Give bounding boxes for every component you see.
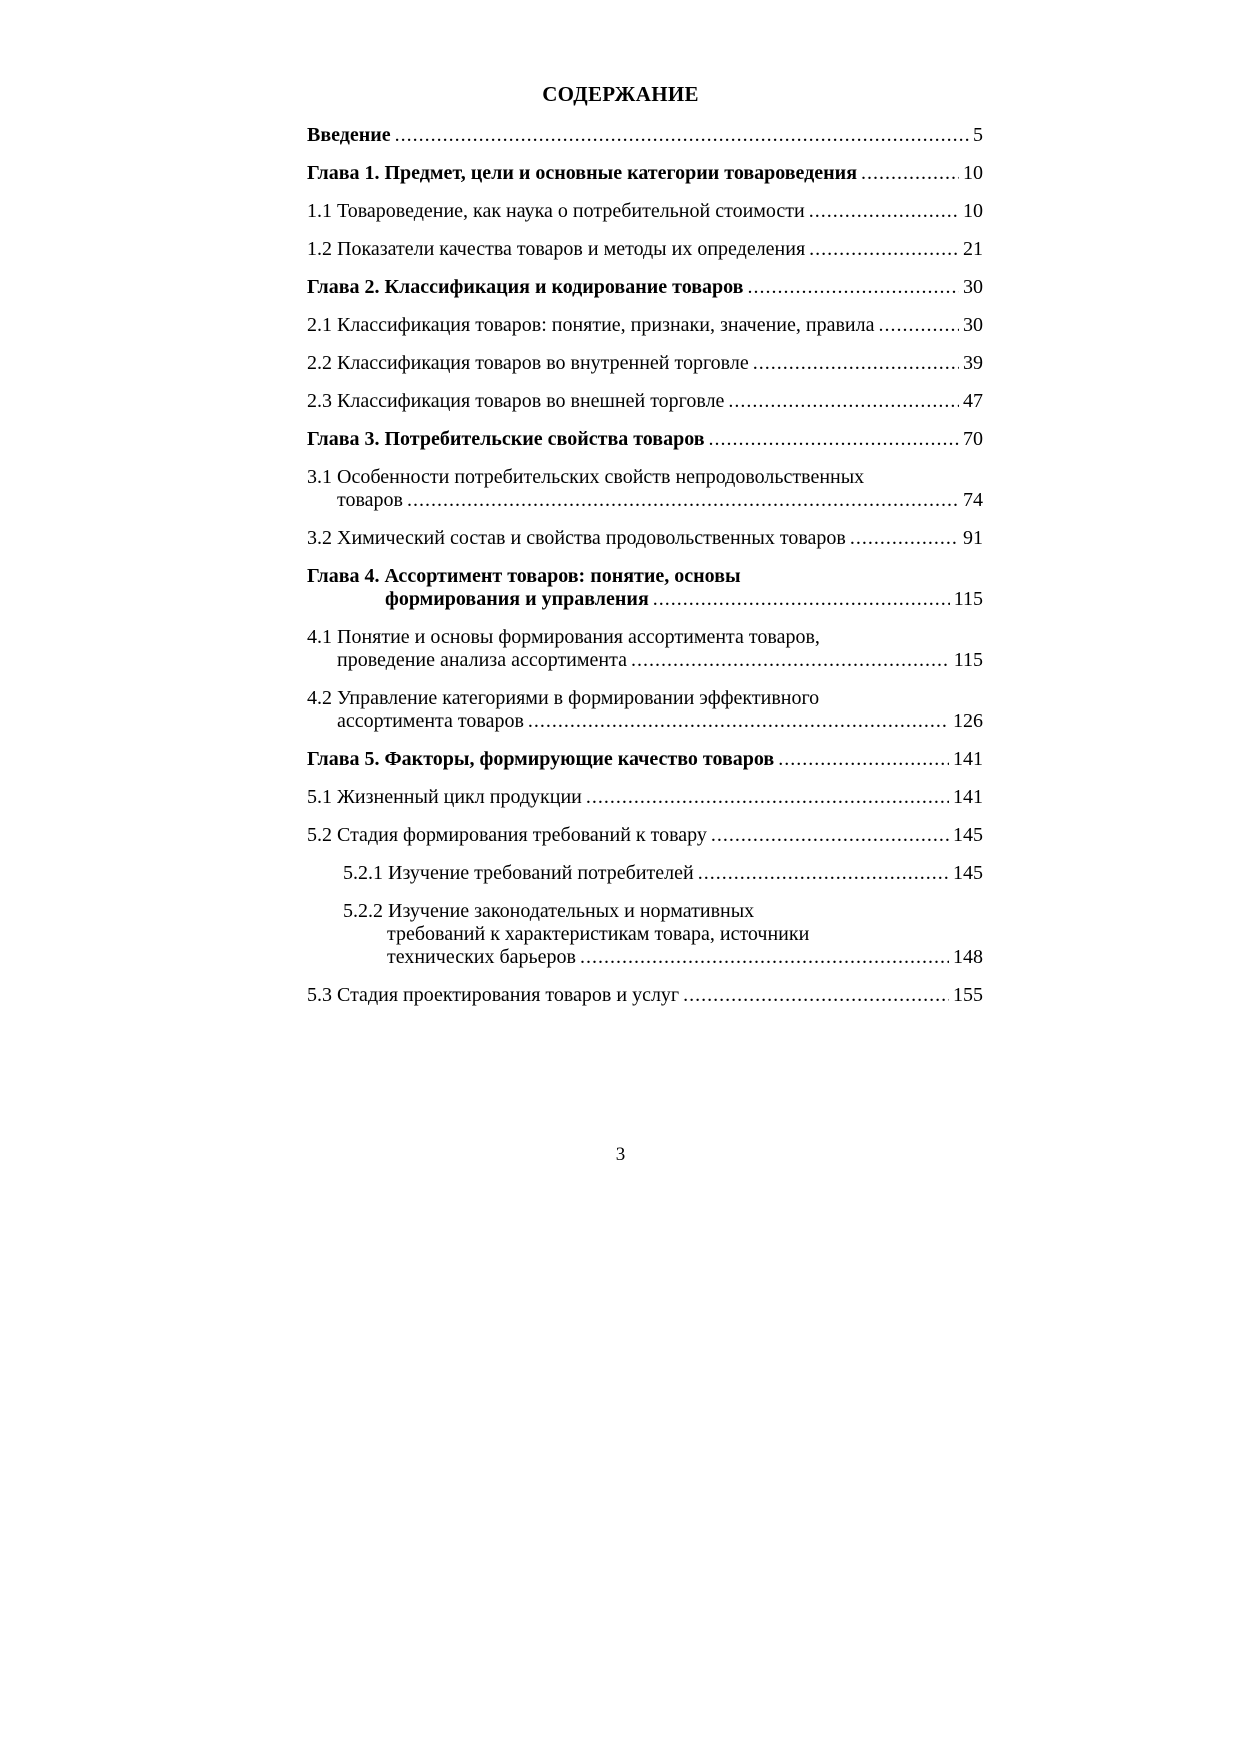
toc-entry-line xyxy=(307,465,983,489)
toc-entry-page: 47 xyxy=(963,390,983,412)
toc-entry-title: формирования и управления xyxy=(385,588,649,610)
toc-entry-page: 21 xyxy=(963,238,983,260)
toc-entry-page: 30 xyxy=(963,276,983,298)
dot-leader xyxy=(711,823,949,847)
toc-entry-title: Введение xyxy=(307,124,391,146)
dot-leader xyxy=(653,587,950,611)
dot-leader xyxy=(683,983,949,1007)
dot-leader xyxy=(878,313,959,337)
toc-entry-line xyxy=(307,823,983,847)
toc-entry-line xyxy=(307,123,983,147)
toc-entry-title: товаров xyxy=(337,489,403,511)
toc-entry-line xyxy=(307,709,983,733)
toc-entry-title: проведение анализа ассортимента xyxy=(337,649,627,671)
dot-leader xyxy=(809,199,959,223)
dot-leader xyxy=(698,861,949,885)
toc-entry-title: 5.2 Стадия формирования требований к товару xyxy=(307,824,707,846)
dot-leader xyxy=(395,123,969,147)
dot-leader xyxy=(407,488,959,512)
toc-entry-line xyxy=(307,899,983,923)
dot-leader xyxy=(747,275,959,299)
dot-leader xyxy=(778,747,949,771)
toc-entry-line xyxy=(307,625,983,649)
toc-entry-title: ассортимента товаров xyxy=(337,710,524,732)
toc-entry-line xyxy=(307,564,983,588)
toc-entry-page: 39 xyxy=(963,352,983,374)
toc-entry-page: 155 xyxy=(953,984,983,1006)
toc-entry-title: 4.1 Понятие и основы формирования ассортимента товаров, xyxy=(307,626,820,648)
dot-leader xyxy=(809,237,959,261)
toc-entry-title: Глава 4. Ассортимент товаров: понятие, основы xyxy=(307,565,741,587)
toc-entry-title: Глава 3. Потребительские свойства товаров xyxy=(307,428,705,450)
toc-entry-title: Глава 5. Факторы, формирующие качество товаров xyxy=(307,748,775,770)
toc-entry-title: 2.1 Классификация товаров: понятие, признаки, значение, правила xyxy=(307,314,875,336)
dot-leader xyxy=(850,526,959,550)
toc-entry-page: 148 xyxy=(953,946,983,968)
toc-entry-line xyxy=(307,922,983,946)
toc-entry-page: 141 xyxy=(953,748,983,770)
toc-entry-line xyxy=(307,427,983,451)
toc-entry-title: Глава 1. Предмет, цели и основные категории товароведения xyxy=(307,162,858,184)
toc-entry-line xyxy=(307,161,983,185)
toc-entry-title: 3.1 Особенности потребительских свойств непродовольственных xyxy=(307,466,865,488)
toc-entry-title: 2.3 Классификация товаров во внешней торговле xyxy=(307,390,725,412)
toc-entry-page: 5 xyxy=(973,124,983,146)
toc-entry-page: 30 xyxy=(963,314,983,336)
toc-entry-line xyxy=(307,747,983,771)
toc-entry-line xyxy=(307,785,983,809)
dot-leader xyxy=(631,648,950,672)
toc-entry-page: 115 xyxy=(953,588,983,610)
toc-entry-page: 126 xyxy=(953,710,983,732)
dot-leader xyxy=(580,945,949,969)
toc-entry-line xyxy=(307,488,983,512)
dot-leader xyxy=(728,389,959,413)
toc-entry-line xyxy=(307,275,983,299)
toc-entry-line xyxy=(307,983,983,1007)
toc-entry-line xyxy=(307,237,983,261)
toc-entry-title: 5.2.1 Изучение требований потребителей xyxy=(343,862,694,884)
dot-leader xyxy=(709,427,959,451)
toc-entry-line xyxy=(307,389,983,413)
page-title: СОДЕРЖАНИЕ xyxy=(542,82,699,106)
dot-leader xyxy=(753,351,959,375)
toc-entry-line xyxy=(307,351,983,375)
toc-entry-line xyxy=(307,587,983,611)
toc-entry-title: 5.1 Жизненный цикл продукции xyxy=(307,786,582,808)
toc-entry-page: 141 xyxy=(953,786,983,808)
toc-entry-title: 4.2 Управление категориями в формировании эффективного xyxy=(307,687,820,709)
toc-entry-title: 5.2.2 Изучение законодательных и нормативных xyxy=(343,900,755,922)
toc-entry-line xyxy=(307,526,983,550)
toc-entry-title: 5.3 Стадия проектирования товаров и услуг xyxy=(307,984,680,1006)
page-number: 3 xyxy=(615,1144,626,1165)
dot-leader xyxy=(586,785,949,809)
dot-leader xyxy=(861,161,959,185)
toc-entry-title: 1.1 Товароведение, как наука о потребительной стоимости xyxy=(307,200,805,222)
toc-entry-line xyxy=(307,313,983,337)
toc-entry-line xyxy=(307,861,983,885)
toc-entry-line xyxy=(307,686,983,710)
toc-entry-line xyxy=(307,648,983,672)
toc-entry-title: Глава 2. Классификация и кодирование товаров xyxy=(307,276,744,298)
toc-entry-line xyxy=(307,199,983,223)
toc-entry-page: 145 xyxy=(953,824,983,846)
toc-entry-page: 145 xyxy=(953,862,983,884)
toc-entry-page: 10 xyxy=(963,162,983,184)
toc-entry-page: 74 xyxy=(963,489,983,511)
toc-entry-title: 1.2 Показатели качества товаров и методы их определения xyxy=(307,238,806,260)
toc-entry-title: 2.2 Классификация товаров во внутренней торговле xyxy=(307,352,749,374)
toc-entry-title: требований к характеристикам товара, источники xyxy=(387,923,810,945)
toc-entry-title: 3.2 Химический состав и свойства продовольственных товаров xyxy=(307,527,846,549)
toc-entry-title: технических барьеров xyxy=(387,946,576,968)
toc-entry-page: 10 xyxy=(963,200,983,222)
toc-entry-page: 70 xyxy=(963,428,983,450)
toc-entry-page: 91 xyxy=(963,527,983,549)
toc-entry-line xyxy=(307,945,983,969)
dot-leader xyxy=(528,709,949,733)
toc-entry-page: 115 xyxy=(953,649,983,671)
